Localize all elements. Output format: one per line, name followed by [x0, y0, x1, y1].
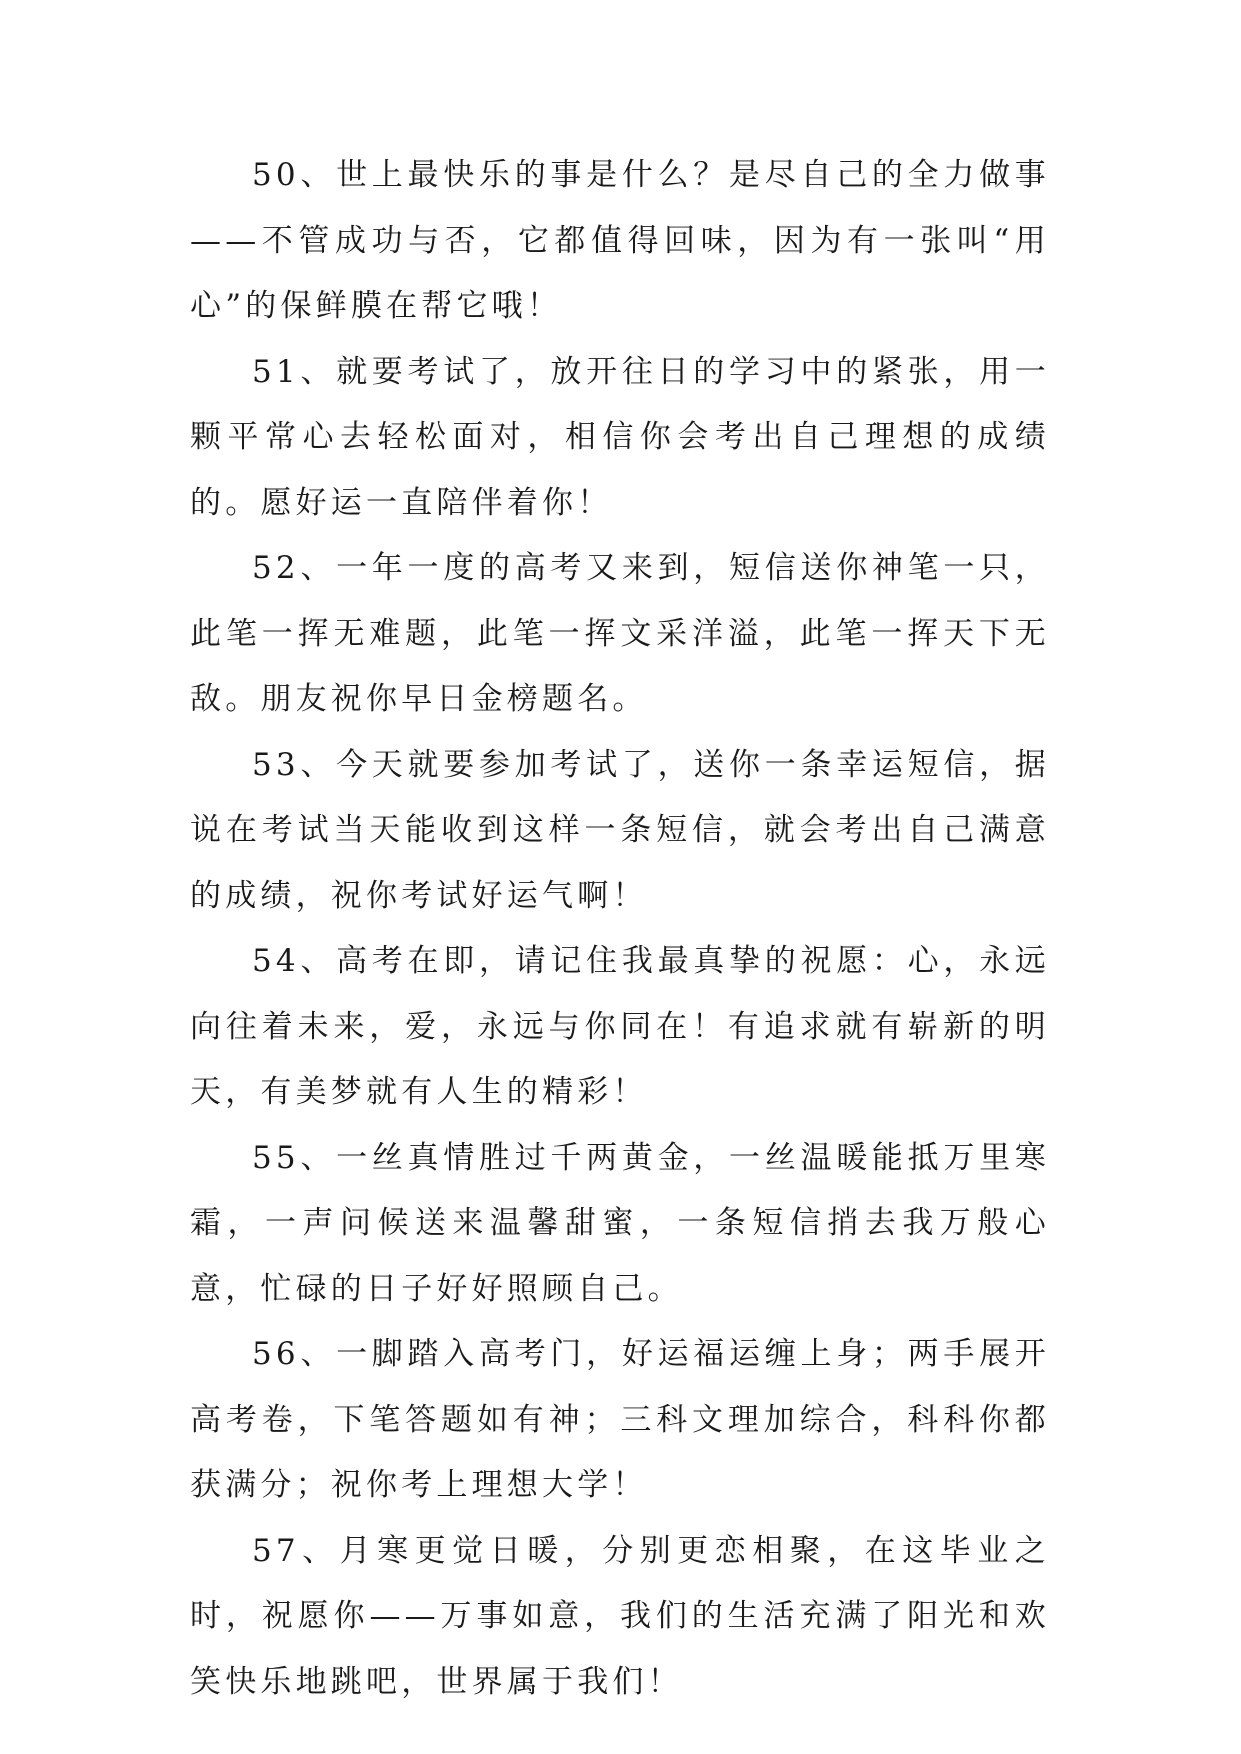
- paragraph-57: 57、月寒更觉日暖，分别更恋相聚，在这毕业之时，祝愿你——万事如意，我们的生活充满了阳光和欢笑快乐地跳吧，世界属于我们！: [190, 1532, 1050, 1700]
- paragraph-53: 53、今天就要参加考试了，送你一条幸运短信，据说在考试当天能收到这样一条短信，就会考出自己满意的成绩，祝你考试好运气啊！: [190, 746, 1050, 914]
- paragraph-55: 55、一丝真情胜过千两黄金，一丝温暖能抵万里寒霜，一声问候送来温馨甜蜜，一条短信捎去我万般心意，忙碌的日子好好照顾自己。: [190, 1139, 1050, 1307]
- paragraph-54: 54、高考在即，请记住我最真挚的祝愿：心，永远向往着未来，爱，永远与你同在！有追求就有崭新的明天，有美梦就有人生的精彩！: [190, 943, 1050, 1110]
- paragraph-50: 50、世上最快乐的事是什么？是尽自己的全力做事——不管成功与否，它都值得回味，因为有一张叫“用心”的保鲜膜在帮它哦！: [190, 157, 1050, 324]
- paragraph-51: 51、就要考试了，放开往日的学习中的紧张，用一颗平常心去轻松面对，相信你会考出自己理想的成绩的。愿好运一直陪伴着你！: [190, 353, 1050, 521]
- paragraph-56: 56、一脚踏入高考门，好运福运缠上身；两手展开高考卷，下笔答题如有神；三科文理加综合，科科你都获满分；祝你考上理想大学！: [190, 1336, 1050, 1503]
- text-column: [190, 143, 1050, 1715]
- paragraph-52: 52、一年一度的高考又来到，短信送你神笔一只，此笔一挥无难题，此笔一挥文采洋溢，此笔一挥天下无敌。朋友祝你早日金榜题名。: [190, 550, 1050, 717]
